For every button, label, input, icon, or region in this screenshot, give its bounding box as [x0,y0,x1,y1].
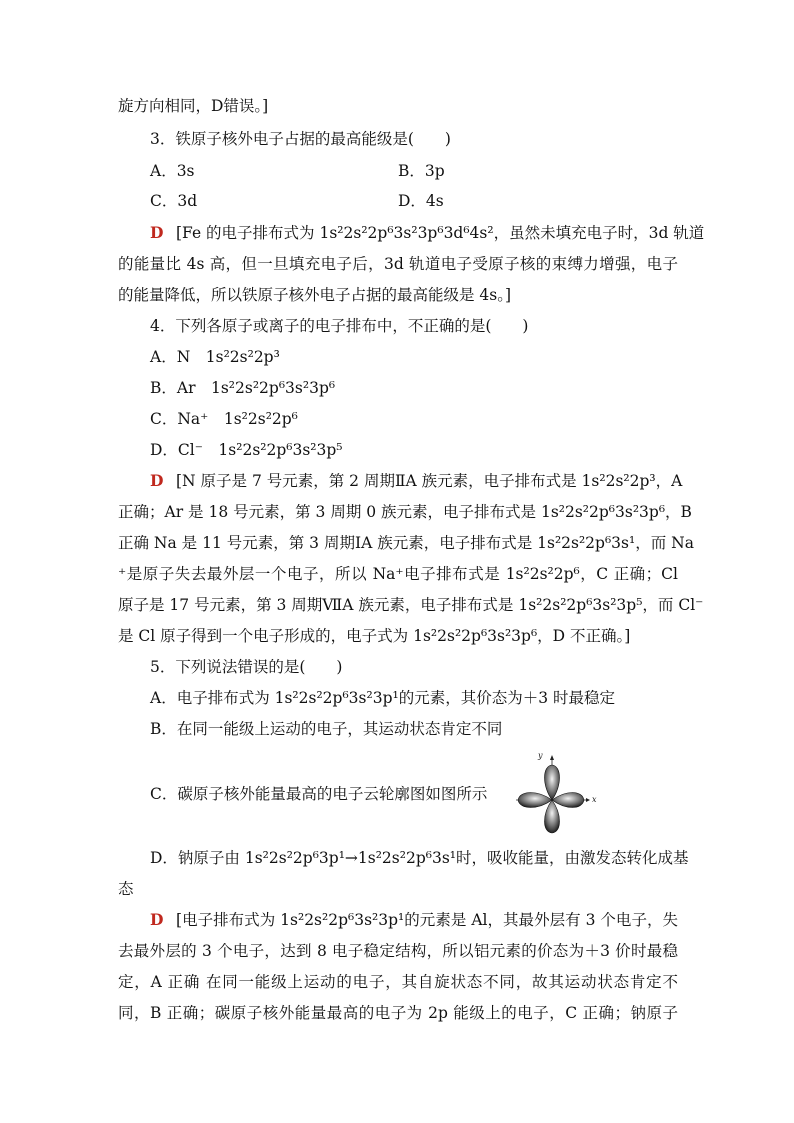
q4-explanation-5: 原子是 17 号元素，第 3 周期ⅦA 族元素，电子排布式是 1s²2s²2p⁶3s²3p⁵，而 Cl⁻ [118,596,704,614]
q3-answer-letter [150,222,163,244]
q4-option-b: B．Ar 1s²2s²2p⁶3s²3p⁶ [150,379,336,397]
question-5: 5．下列说法错误的是( ) [150,658,343,676]
q3-option-c: C．3d [150,192,198,210]
answer-letter: D [150,223,164,242]
orbital-lobe-top [545,765,560,800]
q4-answer-letter [150,470,163,492]
question-4: 4．下列各原子或离子的电子排布中，不正确的是( ) [150,317,529,335]
q4-option-a: A．N 1s²2s²2p³ [150,348,280,366]
orbital-lobe-right [552,793,584,808]
answer-letter: D [150,910,164,929]
x-axis-label: x [592,795,597,804]
q5-explanation-2: 去最外层的 3 个电子，达到 8 电子稳定结构，所以铝元素的价态为＋3 价时最稳 [118,942,678,960]
q3-option-d: D．4s [398,192,444,210]
q5-explanation-1: [电子排布式为 1s²2s²2p⁶3s²3p¹的元素是 Al，其最外层有 3 个电子，失 [176,911,678,929]
q4-option-c: C．Na⁺ 1s²2s²2p⁶ [150,410,298,428]
q5-explanation-3: 定，A 正确 在同一能级上运动的电子，其自旋状态不同，故其运动状态肯定不 [118,973,678,991]
q5-option-b: B．在同一能级上运动的电子，其运动状态肯定不同 [150,720,503,738]
q3-explanation-3: 的能量降低，所以铁原子核外电子占据的最高能级是 4s。] [118,286,512,304]
y-axis-label: y [538,752,543,760]
q5-option-d-1: D．钠原子由 1s²2s²2p⁶3p¹→1s²2s²2p⁶3s¹时，吸收能量，由激发态转化成基 [150,849,689,867]
p-orbital-figure [512,752,598,836]
q4-explanation-2: 正确；Ar 是 18 号元素，第 3 周期 0 族元素，电子排布式是 1s²2s²2p⁶3s²3p⁶，B [118,503,692,521]
q4-explanation-6: 是 Cl 原子得到一个电子形成的，电子式为 1s²2s²2p⁶3s²3p⁶，D 不正确。] [118,627,631,645]
q5-option-a: A．电子排布式为 1s²2s²2p⁶3s²3p¹的元素，其价态为＋3 时最稳定 [150,689,615,707]
q5-answer-letter [150,909,163,931]
q4-explanation-1: [N 原子是 7 号元素，第 2 周期ⅡA 族元素，电子排布式是 1s²2s²2p³，A [176,472,683,490]
q4-option-d: D．Cl⁻ 1s²2s²2p⁶3s²3p⁵ [150,441,343,459]
orbital-lobe-bottom [545,800,560,833]
q5-explanation-4: 同，B 正确；碳原子核外能量最高的电子为 2p 能级上的电子，C 正确；钠原子 [118,1004,678,1022]
q3-explanation-1: [Fe 的电子排布式为 1s²2s²2p⁶3s²3p⁶3d⁶4s²，虽然未填充电子时，3d 轨道 [176,224,705,242]
q5-option-c: C．碳原子核外能量最高的电子云轮廓图如图所示 [150,785,488,803]
question-3: 3．铁原子核外电子占据的最高能级是( ) [150,130,451,148]
q3-option-b: B．3p [398,162,445,180]
q4-explanation-3: 正确 Na 是 11 号元素，第 3 周期ⅠA 族元素，电子排布式是 1s²2s²2p⁶3s¹，而 Na [118,534,694,552]
q3-option-a: A．3s [150,162,195,180]
q5-option-d-2: 态 [118,880,134,898]
orbital-lobe-left [518,793,552,808]
continuation-line: 旋方向相同，D错误。] [118,97,269,115]
q4-explanation-4: ⁺是原子失去最外层一个电子，所以 Na⁺电子排布式是 1s²2s²2p⁶，C 正确；Cl [118,565,678,583]
q3-explanation-2: 的能量比 4s 高，但一旦填充电子后，3d 轨道电子受原子核的束缚力增强，电子 [118,255,678,273]
answer-letter: D [150,471,164,490]
